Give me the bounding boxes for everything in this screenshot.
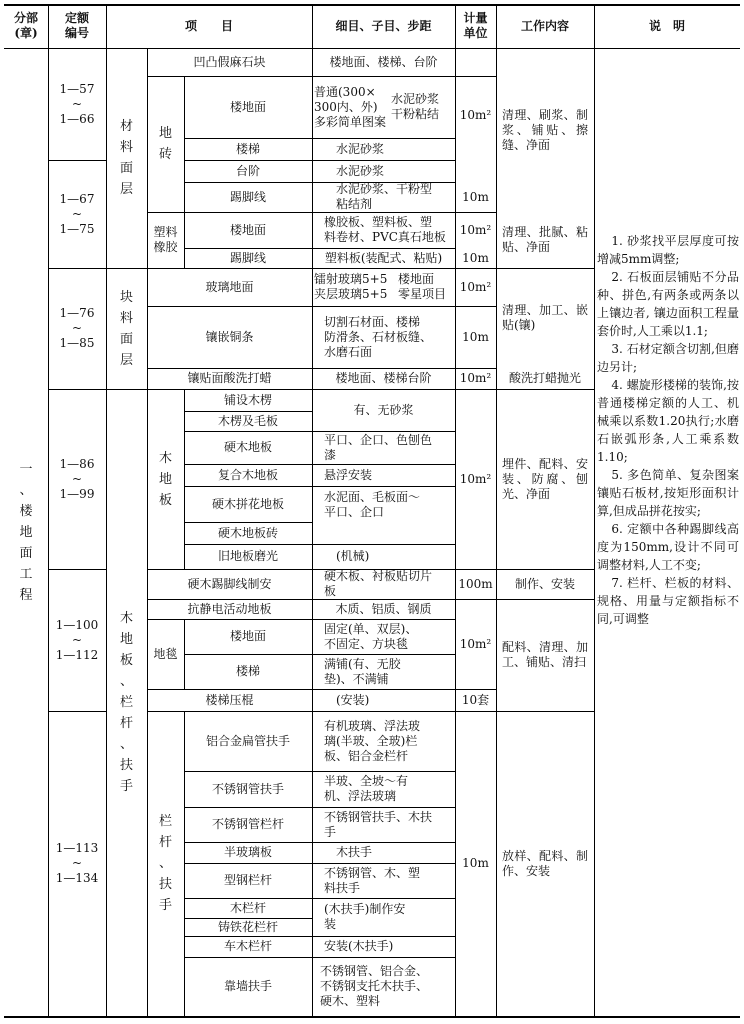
unit-cell: 10m² — [459, 371, 492, 385]
note: 4. 螺旋形楼梯的装饰,按普通楼梯定额的人工、机械乘以系数1.20执行;水磨石嵌弧形条,人工乘系数1.10; — [597, 378, 739, 464]
detail-cell: 有、无砂浆 — [353, 402, 414, 417]
item-cell: 不锈钢管扶手 — [211, 781, 284, 796]
detail-cell: 悬浮安装 — [324, 467, 373, 482]
item-cell: 台阶 — [235, 163, 260, 178]
chapter-name: 一 、 楼 地 面 工 程 — [19, 461, 33, 603]
work-cell: 清理、批腻、粘贴、净面 — [502, 225, 588, 254]
detail-cell: (木扶手)制作安 装 — [324, 902, 406, 931]
work-cell: 制作、安装 — [514, 576, 575, 591]
unit-cell: 10m² — [459, 636, 492, 651]
subgroup-wood-floor: 木 地 板 — [158, 450, 172, 508]
work-cell: 酸洗打蜡抛光 — [508, 371, 581, 385]
detail-cell: 不锈钢管、铝合金、 不锈钢支托木扶手、 硬木、塑料 — [320, 964, 429, 1008]
note: 1. 砂浆找平层厚度可按增减5mm调整; — [597, 234, 739, 266]
item-cell: 型钢栏杆 — [223, 873, 272, 887]
item-cell: 抗静电活动地板 — [187, 601, 272, 616]
unit-cell: 10m² — [459, 222, 492, 237]
detail-cell: 水泥砂浆 干粉粘结 — [391, 92, 440, 121]
unit-cell: 10m — [462, 250, 489, 265]
detail-cell: 切割石材面、楼梯 防滑条、石材板缝、 水磨石面 — [324, 314, 433, 359]
item-cell: 硬木地板 — [223, 440, 272, 454]
detail-cell: 有机玻璃、浮法玻 璃(半玻、全玻)栏 板、铝合金栏杆 — [324, 718, 421, 763]
detail-cell: 半玻、全坡～有 机、浮法玻璃 — [324, 774, 409, 803]
detail-cell: 楼地面 零星项目 — [398, 272, 447, 301]
detail-cell: 普通(300× 300内、外) 多彩简单图案 — [314, 84, 387, 129]
detail-cell: (安装) — [336, 692, 370, 707]
quota-table — [4, 4, 740, 1018]
quota-code: 1—86 ~ 1—99 — [59, 456, 95, 501]
detail-cell: 固定(单、双层)、 不固定、方块毯 — [324, 621, 418, 651]
item-cell: 凹凸假麻石块 — [193, 54, 266, 69]
item-cell: 踢脚线 — [229, 250, 266, 265]
detail-cell: 不锈钢管扶手、木扶 手 — [324, 809, 433, 839]
work-cell: 放样、配料、制作、安装 — [502, 848, 588, 878]
unit-cell: 10m — [462, 189, 489, 204]
note: 2. 石板面层铺贴不分品种、拼色,有两条或两条以上镶边者, 镶边面积工程量套价时,人工乘以1.1; — [597, 270, 739, 338]
detail-cell: (机械) — [336, 549, 370, 563]
item-cell: 木楞及毛板 — [217, 413, 278, 428]
quota-code: 1—100 ~ 1—112 — [55, 617, 99, 662]
subgroup-carpet: 地毯 — [153, 646, 178, 661]
quota-code: 1—76 ~ 1—85 — [59, 306, 95, 350]
item-cell: 踢脚线 — [229, 189, 266, 204]
item-cell: 靠墙扶手 — [223, 979, 272, 993]
detail-cell: 平口、企口、色刨色 漆 — [324, 432, 433, 462]
group-block-layer: 块 料 面 层 — [119, 289, 133, 368]
subgroup-floor-tile: 地 砖 — [158, 126, 172, 162]
detail-cell: 水泥砂浆、干粉型 粘结剂 — [336, 182, 433, 211]
item-cell: 楼梯压棍 — [205, 692, 254, 707]
detail-cell: 安装(木扶手) — [324, 939, 394, 953]
unit-cell: 10m² — [459, 471, 492, 486]
detail-cell: 满铺(有、无胶 垫)、不满铺 — [324, 656, 401, 686]
note: 7. 栏杆、栏板的材料、规格、用量与定额指标不同,可调整 — [597, 576, 739, 626]
quota-code: 1—113 ~ 1—134 — [55, 841, 99, 885]
detail-cell: 木质、铝质、钢质 — [335, 601, 432, 616]
unit-cell: 10m² — [459, 279, 492, 294]
quota-code: 1—57 ~ 1—66 — [59, 81, 95, 126]
detail-cell: 硬木板、衬板贴切片 板 — [324, 569, 433, 598]
item-cell: 镶贴面酸洗打蜡 — [187, 371, 272, 385]
item-cell: 楼梯 — [235, 664, 260, 678]
note: 3. 石材定额含切割,但磨边另计; — [597, 342, 739, 374]
subgroup-railing: 栏 杆 、 扶 手 — [158, 814, 172, 913]
detail-cell: 镭射玻璃5+5 夹层玻璃5+5 — [314, 272, 388, 301]
note: 6. 定额中各种踢脚线高度为150mm,设计不同可调整材料,人工不变; — [597, 522, 739, 572]
work-cell: 配料、清理、加工、铺贴、清扫 — [502, 640, 588, 669]
detail-cell: 木扶手 — [336, 845, 373, 859]
item-cell: 楼梯 — [235, 141, 260, 156]
header-unit: 计量 单位 — [463, 11, 488, 40]
item-cell: 楼地面 — [229, 99, 266, 114]
item-cell: 玻璃地面 — [205, 279, 254, 294]
item-cell: 车木栏杆 — [223, 939, 272, 953]
unit-cell: 10套 — [461, 692, 490, 707]
item-cell: 硬木拼花地板 — [211, 496, 284, 511]
item-cell: 铺设木楞 — [223, 392, 272, 407]
notes-column — [597, 232, 739, 628]
work-cell: 清理、刷浆、制浆、铺贴、擦缝、净面 — [502, 107, 588, 152]
unit-cell: 100m — [458, 576, 493, 591]
header-item: 项 目 — [184, 18, 233, 33]
subgroup-plastic-rubber: 塑料 橡胶 — [153, 225, 178, 254]
detail-cell: 塑料板(装配式、粘贴) — [324, 250, 443, 265]
note: 5. 多色简单、复杂图案镶贴石板材,按矩形面积计算,但成品拼花按实; — [597, 468, 739, 518]
detail-cell: 楼地面、楼梯、台阶 — [329, 54, 438, 69]
unit-cell: 10m² — [459, 107, 492, 122]
item-cell: 镶嵌铜条 — [205, 329, 254, 344]
detail-cell: 水泥砂浆 — [336, 163, 385, 178]
group-material-layer: 材 料 面 层 — [119, 119, 133, 197]
item-cell: 楼地面 — [229, 222, 266, 237]
detail-cell: 水泥砂浆 — [336, 141, 385, 156]
detail-cell: 水泥面、毛板面～ 平口、企口 — [324, 490, 421, 519]
unit-cell: 10m — [462, 329, 489, 344]
unit-cell: 10m — [462, 856, 489, 870]
header-detail: 细目、子目、步距 — [335, 18, 432, 33]
header-chapter: 分部 (章) — [13, 11, 38, 40]
work-cell: 埋件、配料、安装、防腐、刨光、净面 — [502, 456, 588, 501]
header-work: 工作内容 — [520, 18, 569, 33]
item-cell: 硬木地板砖 — [217, 525, 278, 540]
detail-cell: 楼地面、楼梯台阶 — [335, 371, 432, 385]
item-cell: 铸铁花栏杆 — [217, 919, 278, 934]
item-cell: 木栏杆 — [229, 900, 266, 915]
item-cell: 旧地板磨光 — [217, 549, 278, 563]
item-cell: 铝合金扁管扶手 — [205, 733, 290, 748]
detail-cell: 橡胶板、塑料板、塑 料卷材、PVC真石地板 — [324, 215, 446, 244]
quota-code: 1—67 ~ 1—75 — [59, 191, 95, 236]
work-cell: 清理、加工、嵌贴(镶) — [502, 303, 588, 332]
group-wood-floor-rail: 木 地 板 、 栏 杆 、 扶 手 — [119, 611, 133, 794]
header-quota-no: 定额 编号 — [64, 11, 89, 40]
item-cell: 半玻璃板 — [223, 845, 272, 859]
header-desc: 说 明 — [648, 18, 685, 33]
item-cell: 复合木地板 — [217, 467, 278, 482]
item-cell: 楼地面 — [229, 629, 266, 643]
detail-cell: 不锈钢管、木、塑 料扶手 — [324, 865, 421, 895]
item-cell: 不锈钢管栏杆 — [211, 817, 284, 831]
item-cell: 硬木踢脚线制安 — [187, 576, 272, 591]
